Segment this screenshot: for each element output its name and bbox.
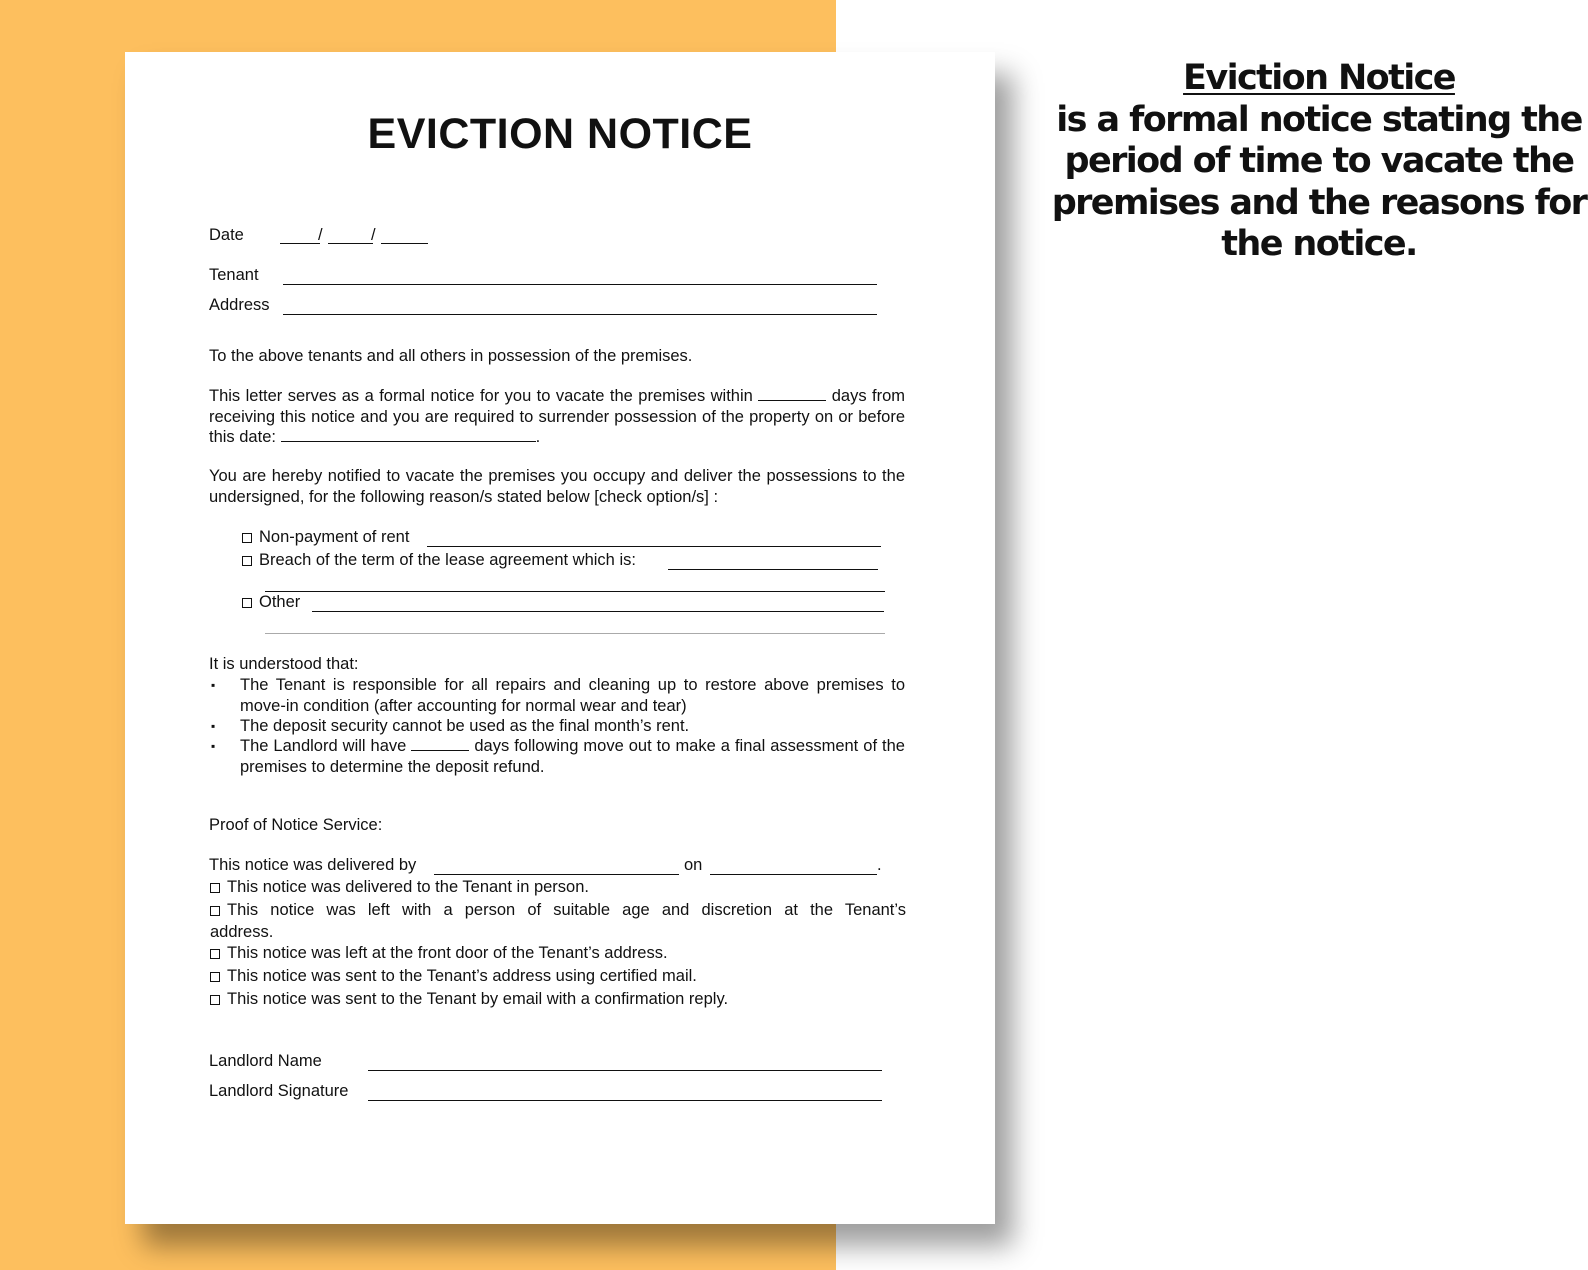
reason-other-line-2[interactable] <box>265 633 885 634</box>
formal-text-1: This letter serves as a formal notice for you to vacate the premises within <box>209 387 753 405</box>
side-title: Eviction Notice <box>1183 58 1455 98</box>
refund-days-blank[interactable] <box>411 736 469 751</box>
formal-text-2: days from receiving this notice and you are required to surrender possession of the property on or before this date: <box>209 387 906 446</box>
reason-rent-line[interactable] <box>427 546 881 547</box>
bullet-3-text-b: days following move out to make a final assessment of the premises to determine the deposit refund. <box>240 737 905 776</box>
intro-paragraph: To the above tenants and all others in possession of the premises. <box>209 347 693 365</box>
document-title: EVICTION NOTICE <box>367 110 753 158</box>
bullet-text-1: The Tenant is responsible for all repairs and cleaning up to restore above premises to move-in condition (after accounting for normal wear and tear) <box>240 676 905 715</box>
checkbox[interactable] <box>242 533 252 543</box>
reason-breach-line-2[interactable] <box>265 591 885 592</box>
date-separator: / <box>371 226 376 244</box>
address-line[interactable] <box>283 314 877 315</box>
date-label: Date <box>209 226 244 244</box>
service-option-4[interactable] <box>210 967 697 986</box>
bullet-mark: ▪ <box>211 719 216 733</box>
checkbox[interactable] <box>210 883 220 893</box>
formal-end: . <box>535 428 541 446</box>
reason-rent-option[interactable] <box>242 528 409 547</box>
delivered-on-line[interactable] <box>710 874 877 875</box>
reason-breach-label: Breach of the term of the lease agreement which is: <box>259 551 636 569</box>
date-day-line[interactable] <box>280 243 320 244</box>
checkbox[interactable] <box>210 972 220 982</box>
date-year-line[interactable] <box>381 243 428 244</box>
side-description: is a formal notice stating the period of time to vacate the premises and the reasons for the notice. <box>1051 99 1587 264</box>
days-blank[interactable] <box>758 386 826 401</box>
tenant-label: Tenant <box>209 266 259 284</box>
checkbox[interactable] <box>210 995 220 1005</box>
date-separator: / <box>318 226 323 244</box>
bullet-mark: ▪ <box>211 678 216 692</box>
delivered-end: . <box>877 856 882 874</box>
service-option-1-label: This notice was delivered to the Tenant in person. <box>227 878 589 896</box>
checkbox[interactable] <box>210 906 220 916</box>
document-sheet <box>125 52 995 1224</box>
reason-breach-option[interactable] <box>242 551 636 570</box>
bullet-3-text-a: The Landlord will have <box>240 737 407 755</box>
reason-other-label: Other <box>259 593 301 611</box>
reason-other-line[interactable] <box>312 611 884 612</box>
vacate-date-blank[interactable] <box>281 427 536 442</box>
landlord-signature-line[interactable] <box>368 1100 882 1101</box>
landlord-name-line[interactable] <box>368 1070 882 1071</box>
date-month-line[interactable] <box>328 243 373 244</box>
service-option-2[interactable] <box>210 900 906 943</box>
service-option-4-label: This notice was sent to the Tenant’s address using certified mail. <box>227 967 697 985</box>
bullet-mark: ▪ <box>211 739 216 753</box>
bullet-text-3 <box>240 736 905 777</box>
checkbox[interactable] <box>210 949 220 959</box>
reason-rent-label: Non-payment of rent <box>259 528 410 546</box>
side-caption <box>1050 58 1588 266</box>
delivered-on-label: on <box>684 856 703 874</box>
tenant-line[interactable] <box>283 284 877 285</box>
service-option-2-label: This notice was left with a person of suitable age and discretion at the Tenant’s address. <box>210 901 906 941</box>
landlord-signature-label: Landlord Signature <box>209 1082 349 1100</box>
delivered-by-label: This notice was delivered by <box>209 856 417 874</box>
checkbox[interactable] <box>242 598 252 608</box>
formal-notice-paragraph <box>209 386 905 448</box>
landlord-name-label: Landlord Name <box>209 1052 322 1070</box>
bullet-text-2: The deposit security cannot be used as the final month’s rent. <box>240 717 690 735</box>
delivered-by-line[interactable] <box>434 874 679 875</box>
reason-breach-line[interactable] <box>668 569 878 570</box>
service-option-1[interactable] <box>210 878 589 897</box>
service-option-5[interactable] <box>210 990 728 1009</box>
service-option-3-label: This notice was left at the front door of the Tenant’s address. <box>227 944 668 962</box>
reason-other-option[interactable] <box>242 593 300 612</box>
checkbox[interactable] <box>242 556 252 566</box>
address-label: Address <box>209 296 270 314</box>
service-option-5-label: This notice was sent to the Tenant by email with a confirmation reply. <box>227 990 729 1008</box>
understood-label: It is understood that: <box>209 655 359 673</box>
proof-label: Proof of Notice Service: <box>209 816 383 834</box>
reasons-intro-paragraph: You are hereby notified to vacate the premises you occupy and deliver the possessions to the undersigned, for the following reason/s stated below [check option/s] : <box>209 467 905 506</box>
service-option-3[interactable] <box>210 944 668 963</box>
